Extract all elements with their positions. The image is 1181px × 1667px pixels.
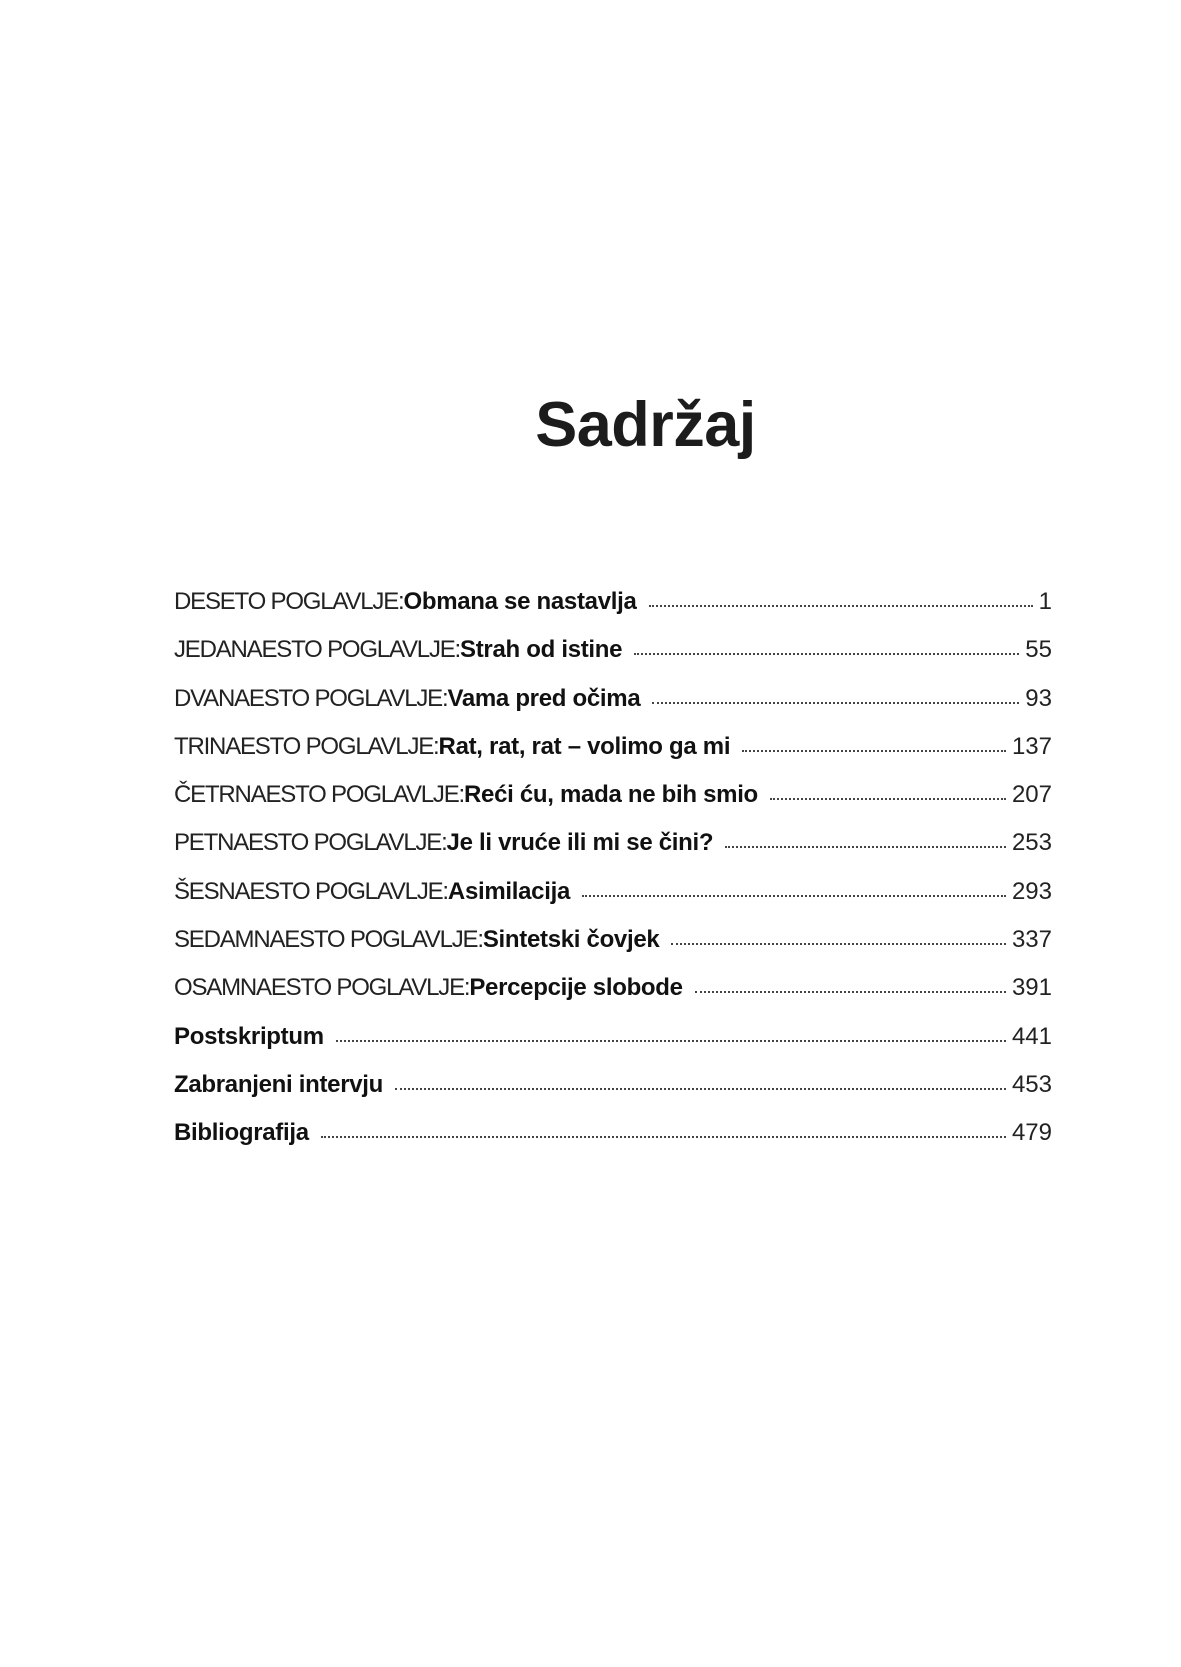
toc-entry-title: Asimilacija [447, 877, 571, 905]
toc-entry [174, 878, 1052, 926]
toc-entry-page: 207 [1011, 781, 1052, 809]
toc-entry-prefix: TRINAESTO POGLAVLJE: [174, 732, 439, 760]
toc-dot-leader [582, 895, 1006, 897]
toc-entry-prefix: JEDANAESTO POGLAVLJE: [174, 636, 461, 664]
toc-entry-title: Percepcije slobode [469, 974, 683, 1002]
toc-entry [174, 1119, 1052, 1167]
toc-entry [174, 636, 1052, 684]
toc-entry-prefix: PETNAESTO POGLAVLJE: [174, 829, 447, 857]
toc-entry [174, 733, 1052, 781]
toc-dot-leader [671, 943, 1006, 945]
toc-entry [174, 1023, 1052, 1071]
toc-entry [174, 1071, 1052, 1119]
toc-entry-title: Bibliografija [174, 1119, 309, 1147]
toc-dot-leader [695, 991, 1006, 993]
toc-entry-page: 293 [1011, 877, 1052, 905]
toc-entry [174, 781, 1052, 829]
toc-entry-title: Reći ću, mada ne bih smio [464, 781, 758, 809]
toc-dot-leader [742, 750, 1006, 752]
toc-entry-prefix: DVANAESTO POGLAVLJE: [174, 684, 448, 712]
toc-entry-title: Strah od istine [460, 636, 623, 664]
toc-dot-leader [649, 605, 1033, 607]
toc-entry-title: Zabranjeni intervju [174, 1070, 384, 1098]
toc-entry-prefix: DESETO POGLAVLJE: [174, 588, 404, 615]
toc-entry-page: 391 [1011, 974, 1052, 1002]
toc-entry-title: Rat, rat, rat – volimo ga mi [438, 732, 731, 760]
page-title: Sadržaj [535, 390, 756, 461]
toc-dot-leader [770, 798, 1006, 800]
toc-dot-leader [395, 1088, 1006, 1090]
toc-entry [174, 588, 1052, 636]
toc-entry [174, 926, 1052, 974]
table-of-contents [174, 588, 1052, 1168]
toc-entry-page: 453 [1011, 1070, 1052, 1098]
toc-dot-leader [652, 702, 1019, 704]
toc-entry-page: 441 [1011, 1022, 1052, 1050]
toc-entry-title: Obmana se nastavlja [403, 588, 637, 615]
toc-entry [174, 974, 1052, 1022]
toc-entry-title: Sintetski čovjek [482, 926, 660, 954]
toc-entry-prefix: ŠESNAESTO POGLAVLJE: [174, 877, 448, 905]
toc-dot-leader [321, 1136, 1006, 1138]
toc-entry [174, 829, 1052, 877]
toc-entry-prefix: ČETRNAESTO POGLAVLJE: [174, 781, 464, 809]
toc-dot-leader [634, 653, 1019, 655]
toc-entry-prefix: SEDAMNAESTO POGLAVLJE: [174, 926, 483, 954]
toc-entry-page: 479 [1011, 1119, 1052, 1147]
toc-entry-page: 253 [1011, 829, 1052, 857]
toc-entry-page: 1 [1038, 588, 1052, 615]
toc-entry-prefix: OSAMNAESTO POGLAVLJE: [174, 974, 470, 1002]
toc-entry-title: Postskriptum [174, 1022, 324, 1050]
toc-entry-title: Je li vruće ili mi se čini? [446, 829, 714, 857]
toc-entry [174, 685, 1052, 733]
toc-entry-title: Vama pred očima [447, 684, 641, 712]
toc-entry-page: 137 [1011, 732, 1052, 760]
toc-entry-page: 55 [1025, 636, 1052, 664]
toc-entry-page: 93 [1025, 684, 1052, 712]
toc-dot-leader [725, 846, 1006, 848]
toc-dot-leader [336, 1040, 1006, 1042]
toc-entry-page: 337 [1011, 926, 1052, 954]
